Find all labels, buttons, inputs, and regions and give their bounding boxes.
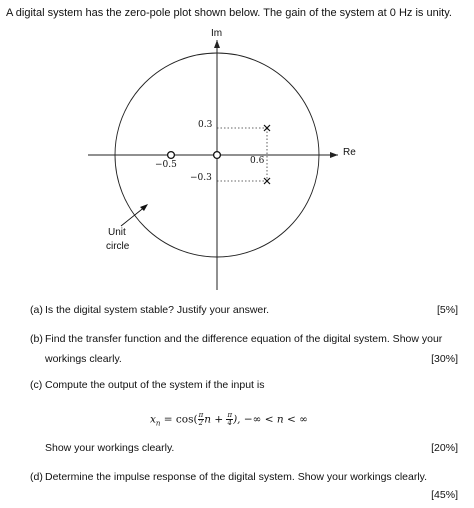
intro-text: A digital system has the zero-pole plot shown below. The gain of the system at 0 Hz is unity. <box>6 7 452 19</box>
pole-marker <box>264 125 270 131</box>
question-d-label: (d) <box>30 471 43 483</box>
re-label: Re <box>343 147 356 158</box>
zero-marker <box>168 152 175 159</box>
tick-label-neg0.5: −0.5 <box>155 160 177 170</box>
imag-axis-arrow <box>214 40 220 48</box>
zero-marker <box>214 152 221 159</box>
im-label: Im <box>211 28 223 39</box>
tick-label-neg0.3: −0.3 <box>190 173 212 183</box>
question-b-marks: [30%] <box>431 353 458 365</box>
unit-circle-label: Unit <box>108 227 126 238</box>
tick-label-0.3: 0.3 <box>198 120 213 130</box>
question-b-text-line2: workings clearly. <box>45 353 122 365</box>
real-axis-arrow <box>330 152 338 158</box>
question-b-text: Find the transfer function and the difference equation of the digital system. Show your <box>45 333 443 345</box>
question-a-marks: [5%] <box>436 304 458 316</box>
question-c-text-line2: Show your workings clearly. <box>45 442 175 454</box>
pole-marker <box>264 178 270 184</box>
question-c-text: Compute the output of the system if the input is <box>45 379 265 391</box>
unit-circle-label: circle <box>106 241 130 252</box>
question-a-label: (a) <box>30 304 43 316</box>
question-c-marks: [20%] <box>431 442 458 454</box>
question-d-text: Determine the impulse response of the digital system. Show your workings clearly. <box>45 471 428 483</box>
question-d-marks: [45%] <box>431 489 458 501</box>
question-b-label: (b) <box>30 333 43 345</box>
question-c-label: (c) <box>30 379 43 391</box>
tick-label-0.6: 0.6 <box>250 156 265 166</box>
question-a-text: Is the digital system stable? Justify your answer. <box>45 304 270 316</box>
input-equation: $x_n = \cos$( $\frac{\pi}{2}$ n + $\frac{\pi}{4}$ ), −∞ < n < ∞ <box>150 411 308 428</box>
